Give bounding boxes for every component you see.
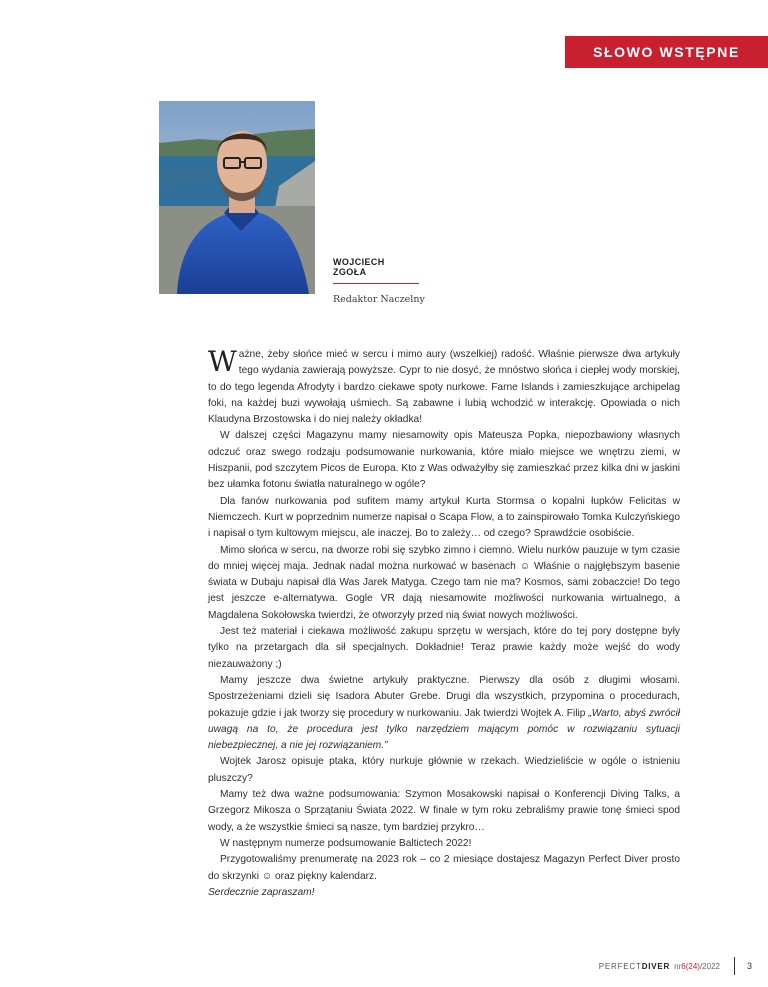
page-footer — [599, 957, 752, 975]
page-number: 3 — [746, 961, 752, 971]
article-text: Mamy jeszcze dwa świetne artykuły praktyczne. Pierwszy dla osób z długimi włosami. Spostrzeżeniami dzieli się Isadora Abuter Grebe. Drugi dla wszystkich, przypomina o procedurach, pokazuje gdzie i jak tworzy się procedury w nurkowaniu. Jak twierdzi Wojtek A. Filip — [208, 674, 680, 719]
article-paragraph: Jest też materiał i ciekawa możliwość zakupu sprzętu w wersjach, które do tej pory dostępne były tylko na przetargach dla sił specjalnych. Dokładnie! Teraz prawie każdy może wejść do wody niezauważony ;) — [208, 626, 680, 670]
article-lead: ażne, żeby słońce mieć w sercu i mimo aury (wszelkiej) radość. Właśnie pierwsze dwa artykuły tego wydania zawierają powyższe. Cypr to nie dosyć, że mnóstwo słońca i ciepłej wody morskiej, to do tego legenda Afrodyty i bardzo ciekawe spoty nurkowe. Farne Islands i zamieszkujące archipelag foki, na każdej buzi wywołają uśmiech. Są zabawne i lubią wchodzić w interakcję. Opowiada o nich Klaudyna Brzostowska i do niej należy okładka! — [208, 349, 680, 426]
article-paragraph — [208, 347, 680, 428]
section-label: SŁOWO WSTĘPNE — [565, 36, 768, 68]
author-name: WOJCIECH ZGOŁA — [333, 257, 419, 284]
author-photo — [159, 101, 315, 294]
dropcap: W — [208, 345, 237, 378]
article-paragraph: Mamy też dwa ważne podsumowania: Szymon Mosakowski napisał o Konferencji Diving Talks, a Grzegorz Mikosza o Sprzątaniu Świata 2022. W finale w tym roku zebraliśmy prawie tonę śmieci spod wody, a że wszystkie śmieci są nasze, tym bardziej przykro… — [208, 789, 680, 833]
author-block — [333, 257, 553, 305]
footer-divider — [734, 957, 735, 975]
article-closing: Serdecznie zapraszam! — [208, 886, 315, 898]
footer-brand-light: PERFECT — [598, 961, 642, 971]
footer-issue-year: /2022 — [699, 961, 720, 971]
article-paragraph: W następnym numerze podsumowanie Baltictech 2022! — [220, 837, 472, 849]
footer-brand-bold: DIVER — [641, 961, 671, 971]
author-role: Redaktor Naczelny — [333, 294, 425, 305]
article-paragraph: W dalszej części Magazynu mamy niesamowity opis Mateusza Popka, niepozbawiony własnych odczuć oraz swego rodzaju podsumowanie nurkowania, które miało miejsce we wnętrzu ziemi, w Hiszpanii, pod szczytem Picos de Europa. Kto z Was odważyłby się zamieszkać przez kilka dni w jaskini bez ułamka fotonu światła naturalnego w ogóle? — [208, 430, 680, 491]
footer-issue-prefix: nr — [674, 961, 682, 971]
footer-issue-number: 6(24) — [681, 961, 700, 971]
article-paragraph: Wojtek Jarosz opisuje ptaka, który nurkuje głównie w rzekach. Wiedzieliście w ogóle o istnieniu pluszczy? — [208, 756, 680, 784]
editorial-article — [208, 347, 680, 901]
author-portrait-image — [159, 101, 315, 294]
article-quote: „Warto, abyś zwrócił uwagą na to, że procedura jest tylko narzędziem mającym pomóc w rozwiązaniu sytuacji niebezpiecznej, a nie jej rozwiązaniem.” — [208, 707, 680, 752]
article-paragraph: Przygotowaliśmy prenumeratę na 2023 rok – co 2 miesiące dostajesz Magazyn Perfect Diver prosto do skrzynki ☺ oraz piękny kalendarz. — [208, 854, 680, 882]
article-paragraph — [208, 673, 680, 754]
article-paragraph: Mimo słońca w sercu, na dworze robi się szybko zimno i ciemno. Wielu nurków pauzuje w tym czasie do mniej więcej maja. Jednak nadal można nurkować w basenach ☺ Właśnie o najgłębszym basenie świata w Dubaju napisał dla Was Jarek Matyga. Czego tam nie ma? Kosmos, sami zobaczcie! Do tego jest jeszcze e-alternatywa. Gogle VR dają niesamowite możliwości nurkowania wirtualnego, a Magdalena Sokołowska twierdzi, że otworzyły przed nią świat nowych możliwości. — [208, 544, 680, 621]
article-paragraph: Dla fanów nurkowania pod sufitem mamy artykuł Kurta Stormsa o kopalni łupków Felicitas w Niemczech. Kurt w poprzednim numerze napisał o Scapa Flow, a to zainspirowało Tomka Kulczyńskiego i napisał o tym kultowym miejscu, ale inaczej. Bo to zależy… od czego? Sprawdźcie osobiście. — [208, 495, 680, 540]
